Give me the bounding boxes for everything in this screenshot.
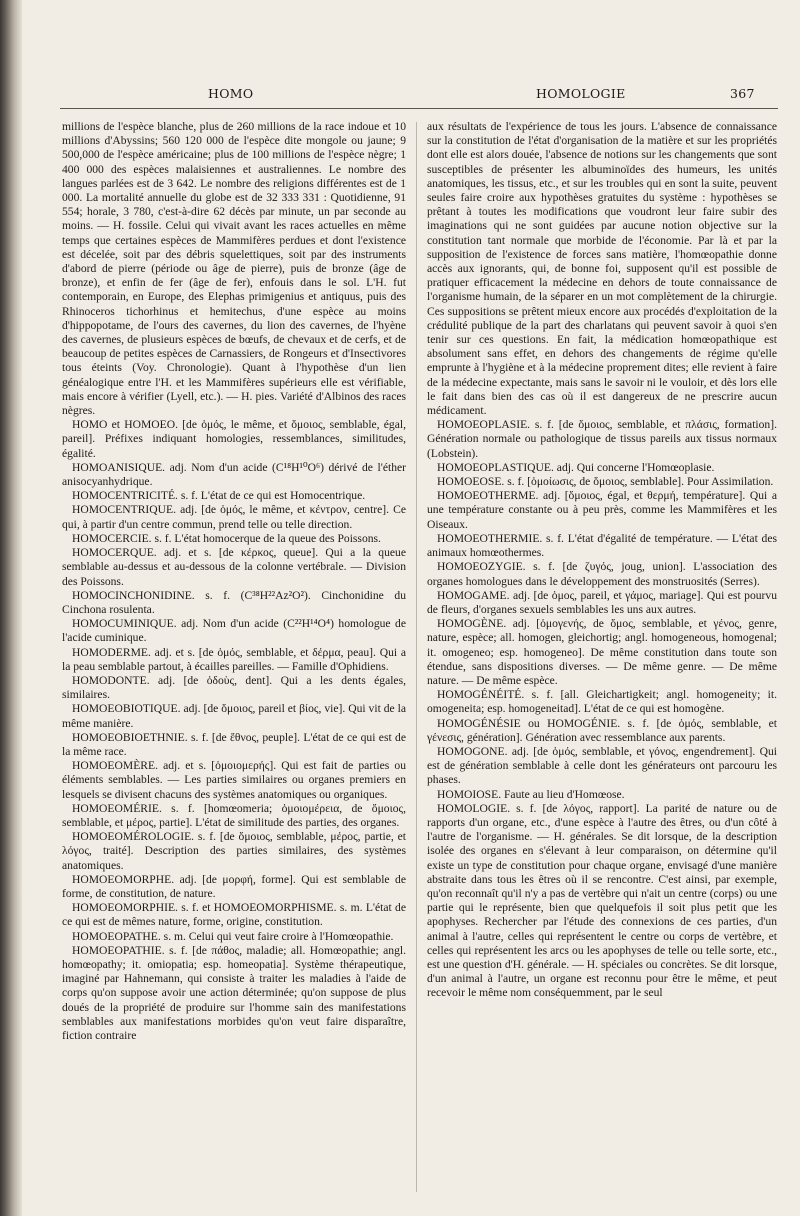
continued-text: millions de l'espèce blanche, plus de 260 millions de la race indoue et 10 millions d'Abyssins; 560 120 000 de l'espèce dite mongole ou jaune; 9 500,000 de l'espèce américaine; plus de 100 millions de l'espèce nègre; 1 400 000 des espèces malaisiennes et australiennes. Le nombre des langues parlées est de 3 642. Le nombre des religions différentes est de 1 000. La mortalité annuelle du globe est de 32 333 331 : Quotidienne, 91 554; horale, 3 780, c'est-à-dire 62 décès par minute, un par seconde au moins. — H. fossile. Celui qui vivait avant les races actuelles en même temps que certaines espèces de Mammifères perdues et dont l'existence est décelée, soit par des débris squelettiques, soit par des instruments d'abord de pierre (période ou âge de pierre), puis de bronze (âge de bronze), et enfin de fer (âge de fer), enfouis dans le sol. L'H. fut contemporain, en Europe, des Elephas primigenius et antiquus, puis des Rhinoceros tichorhinus et hemitechus, d'une espèce au moins d'hippopotame, de l'ours des cavernes, du lion des cavernes, de l'hyène des cavernes, de plusieurs espèces de bœufs, de chevaux et de cerfs, et de beaucoup de petites espèces de Carnassiers, de Rongeurs et d'Insectivores tous éteints (Voy. Chronologie). Quant à l'hypothèse d'un lien généalogique entre l'H. et les Mammifères supérieurs elle est vérifiable, mais encore à vérifier (Lyell, etc.). — H. pies. Variété d'Albinos des races nègres. bbox=[62, 120, 406, 418]
running-header bbox=[60, 86, 776, 106]
dictionary-entry: HOMOEOMORPHIE. s. f. et HOMOEOMORPHISME. s. m. L'état de ce qui est de mêmes nature, forme, origine, constitution. bbox=[62, 901, 406, 929]
dictionary-entry: HOMOEOBIOTIQUE. adj. [de ὅμοιος, pareil et βίος, vie]. Qui vit de la même manière. bbox=[62, 702, 406, 730]
dictionary-entry: HOMOEOSE. s. f. [ὁμοίωσις, de ὅμοιος, semblable]. Pour Assimilation. bbox=[437, 475, 774, 489]
dictionary-entry: HOMOCENTRICITÉ. s. f. L'état de ce qui est Homocentrique. bbox=[72, 489, 366, 503]
dictionary-entry: HOMO et HOMOEO. [de ὁμός, le même, et ὅμοιος, semblable, égal, pareil]. Préfixes indiquant homologies, ressemblances, similitudes, égalité. bbox=[62, 418, 406, 460]
column-divider bbox=[416, 122, 417, 1192]
dictionary-entry: HOMOCINCHONIDINE. s. f. (C³⁸H²²Az²O²). Cinchonidine du Cinchona rosulenta. bbox=[62, 588, 406, 616]
dictionary-entry: HOMOEOBIOETHNIE. s. f. [de ἔθνος, peuple]. L'état de ce qui est de la même race. bbox=[62, 730, 406, 758]
book-binding-edge bbox=[0, 0, 22, 1216]
dictionary-entry: HOMOGÈNE. adj. [ὁμογενής, de ὅμος, semblable, et γένος, genre, nature, espèce; all. homogen, gleichortig; angl. homogeneous, homogenal; it. omogeneo; esp. homogeneo]. De même constitution dans toute son étendue, sans dispositions diverses. — De même genre. — De même nature. — De même espèce. bbox=[427, 617, 777, 687]
dictionary-entry: HOMOCUMINIQUE. adj. Nom d'un acide (C²²H¹⁴O⁴) homologue de l'acide cuminique. bbox=[62, 617, 406, 645]
dictionary-entry: HOMOLOGIE. s. f. [de λόγος, rapport]. La parité de nature ou de rapports d'un organe, etc., d'une espèce à l'autre des êtres, ou d'un côté à l'autre de l'organisme. — H. générales. Se dit lorsque, de la description isolée des organes en s'élevant à leur comparaison, on détermine qu'il existe un type de constitution pour chaque organe, envisagé d'une manière abstraite dans tous les êtres où il se rencontre. C'est ainsi, par exemple, qu'on reconnaît qu'il n'y a pas de vertèbre qui n'ait un centre (corps) ou une partie qui le représente, bien que quelquefois il soit plus petit que les apophyses. Rechercher par l'étude des connexions de ces parties, d'un animal à l'autre, celles qui représentent le centre ou corps de vertèbre, et celles qui représentent les arcs ou les apophyses de telle ou telle sorte, etc., est une question d'H. générale. — H. spéciales ou concrètes. Se dit lorsque, d'un animal à l'autre, un organe est reconnu pour être le même, et peut recevoir le même nom conséquemment, par le seul bbox=[427, 801, 777, 1000]
dictionary-entry: HOMOEOPLASIE. s. f. [de ὅμοιος, semblable, et πλάσις, formation]. Génération normale ou pathologique de tissus pareils aux tissus normaux (Lobstein). bbox=[427, 418, 777, 460]
continued-text: aux résultats de l'expérience de tous les jours. L'absence de connaissance sur la constitution de l'état d'organisation de la matière et sur les propriétés dont elle est alors douée, l'absence de notions sur les changements que sont susceptibles de présenter les albuminoïdes des humeurs, les unités anatomiques, les tissus, etc., et sur les troubles qui en sont la suite, peuvent seules faire croire aux hypothèses gratuites du système : hypothèses se prêtant à toutes les modifications que voudront leur faire subir des imaginations qui ne sont guidées par aucune notion objective sur la constitution tant normale que morbide de l'économie. Par là et par la supposition de l'existence de forces sans matière, l'homœopathie donne accès aux ignorants, qui, de bonne foi, supposent qu'il est possible de pratiquer efficacement la médecine en dehors de toute connaissance de l'organisme humain, de la séparer en un mot complètement de la chirurgie. Ces suppositions se prêtent mieux encore aux procédés d'exploitation de la crédulité publique de la part des charlatans qui peuvent savoir à quoi s'en tenir sur ces questions. En fait, la médication homœopathique est absolument sans effet, en dehors des changements de régime qu'elle emprunte à l'hygiène et à la médecine proprement dites; elle revient à faire de la médecine expectante, mais sans le savoir ni le vouloir, et dès lors elle le fait dans bien des cas où il est dangereux de ne prescrire aucun médicament. bbox=[427, 120, 777, 418]
dictionary-entry: HOMOCERQUE. adj. et s. [de κέρκος, queue]. Qui a la queue semblable au-dessus et au-dessous de la colonne vertébrale. — Division des Poissons. bbox=[62, 546, 406, 588]
dictionary-entry: HOMOANISIQUE. adj. Nom d'un acide (C¹⁸H¹⁰O⁶) dérivé de l'éther anisocyanhydrique. bbox=[62, 460, 406, 489]
dictionary-entry: HOMOEOPLASTIQUE. adj. Qui concerne l'Homœoplasie. bbox=[437, 460, 715, 474]
dictionary-entry: HOMOEOPATHIE. s. f. [de πάθος, maladie; all. Homœopathie; angl. homœopathy; it. omiopatia; esp. homeopatia]. Système thérapeutique, imaginé par Hahnemann, qui consiste à traiter les maladies à l'aide de corps qu'on suppose avoir une action déterminée; qu'on suppose de plus doués de la propriété de produire sur l'homme sain des manifestations semblables aux manifestations morbides qu'on veut faire disparaître, fiction contraire bbox=[62, 943, 406, 1042]
dictionary-entry: HOMOEOMÈRE. adj. et s. [ὁμοιομερής]. Qui est fait de parties ou éléments semblables. — Les parties similaires ou organes premiers en lesquels se divisent chacuns des systèmes anatomiques ou organiques. bbox=[62, 759, 406, 801]
right-column bbox=[427, 120, 777, 1200]
dictionary-entry: HOMOCENTRIQUE. adj. [de ὁμός, le même, et κέντρον, centre]. Ce qui, à partir d'un centre commun, prend telle ou telle direction. bbox=[62, 503, 406, 531]
dictionary-entry: HOMOGÉNÉSIE ou HOMOGÉNIE. s. f. [de ὁμός, semblable, et γένεσις, génération]. Génération avec ressemblance aux parents. bbox=[427, 716, 777, 744]
dictionary-entry: HOMOCERCIE. s. f. L'état homocerque de la queue des Poissons. bbox=[72, 531, 381, 545]
header-right-word: HOMOLOGIE bbox=[536, 86, 626, 101]
header-left-word: HOMO bbox=[208, 86, 254, 101]
dictionary-entry: HOMOEOPATHE. s. m. Celui qui veut faire croire à l'Homœopathie. bbox=[72, 929, 394, 943]
dictionary-entry: HOMOGONE. adj. [de ὁμός, semblable, et γόνος, engendrement]. Qui est de génération semblable à celle dont les générateurs ont parcouru les phases. bbox=[427, 744, 777, 787]
dictionary-entry: HOMODONTE. adj. [de ὀδοὺς, dent]. Qui a les dents égales, similaires. bbox=[62, 673, 406, 702]
dictionary-entry: HOMOEOMÉROLOGIE. s. f. [de ὅμοιος, semblable, μέρος, partie, et λόγος, traité]. Description des parties similaires, des systèmes anatomiques. bbox=[62, 830, 406, 872]
left-column bbox=[62, 120, 406, 1200]
page-number: 367 bbox=[730, 86, 755, 101]
dictionary-entry: HOMOEOMÉRIE. s. f. [homœomeria; ὁμοιομέρεια, de ὅμοιος, semblable, et μέρος, partie]. L'état de similitude des parties, des organes. bbox=[62, 801, 406, 829]
dictionary-entry: HOMOIOSE. Faute au lieu d'Homœose. bbox=[437, 787, 625, 801]
dictionary-entry: HOMOEOTHERMIE. s. f. L'état d'égalité de température. — L'état des animaux homœothermes. bbox=[427, 531, 777, 560]
dictionary-entry: HOMOEOTHERME. adj. [ὅμοιος, égal, et θερμή, température]. Qui a une température constante ou à peu près, comme les Mammifères et les Oiseaux. bbox=[427, 489, 777, 531]
dictionary-entry: HOMODERME. adj. et s. [de ὁμός, semblable, et δέρμα, peau]. Qui a la peau semblable partout, à écailles pareilles. — Famille d'Ophidiens. bbox=[62, 645, 406, 673]
dictionary-entry: HOMOGAME. adj. [de ὁμος, pareil, et γάμος, mariage]. Qui est pourvu de fleurs, d'organes sexuels semblables les uns aux autres. bbox=[427, 588, 777, 616]
header-rule bbox=[60, 108, 778, 109]
dictionary-entry: HOMOGÉNÉITÉ. s. f. [all. Gleichartigkeit; angl. homogeneity; it. omogeneita; esp. homogeneitad]. L'état de ce qui est homogène. bbox=[427, 688, 777, 716]
dictionary-entry: HOMOEOZYGIE. s. f. [de ζυγός, joug, union]. L'association des organes homologues dans le développement des monstruosités (Serres). bbox=[427, 560, 777, 588]
dictionary-entry: HOMOEOMORPHE. adj. [de μορφή, forme]. Qui est semblable de forme, de constitution, de nature. bbox=[62, 872, 406, 900]
